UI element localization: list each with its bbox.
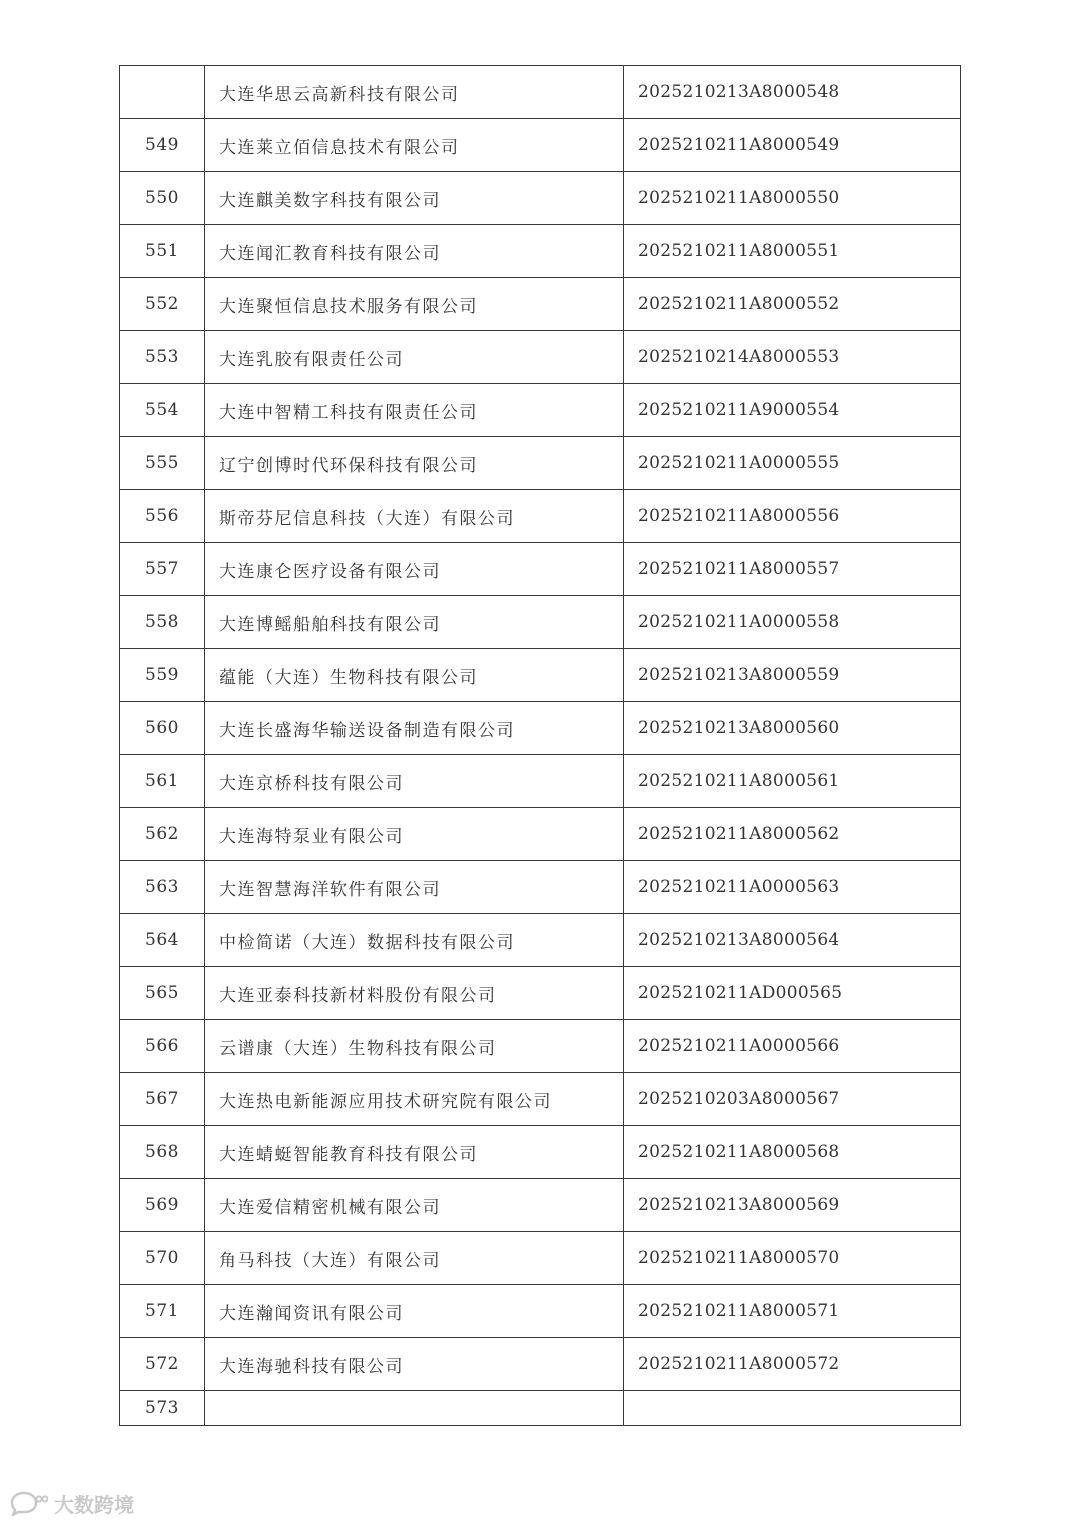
row-number-cell: 571 bbox=[120, 1285, 205, 1338]
company-name-cell: 云谱康（大连）生物科技有限公司 bbox=[205, 1020, 624, 1073]
table-body bbox=[120, 66, 961, 1426]
row-number-cell: 553 bbox=[120, 331, 205, 384]
row-number-cell: 569 bbox=[120, 1179, 205, 1232]
registration-code-cell: 2025210211A0000555 bbox=[624, 437, 961, 490]
row-number-cell: 565 bbox=[120, 967, 205, 1020]
company-name-cell: 大连乳胶有限责任公司 bbox=[205, 331, 624, 384]
table-row bbox=[120, 543, 961, 596]
row-number-cell: 562 bbox=[120, 808, 205, 861]
company-name-cell: 大连莱立佰信息技术有限公司 bbox=[205, 119, 624, 172]
row-number-cell: 554 bbox=[120, 384, 205, 437]
registration-code-cell: 2025210211A8000550 bbox=[624, 172, 961, 225]
company-name-cell: 大连爱信精密机械有限公司 bbox=[205, 1179, 624, 1232]
registration-code-cell: 2025210211A0000566 bbox=[624, 1020, 961, 1073]
table-row bbox=[120, 172, 961, 225]
row-number-cell: 561 bbox=[120, 755, 205, 808]
row-number-cell: 550 bbox=[120, 172, 205, 225]
table-row bbox=[120, 1179, 961, 1232]
registration-code-cell: 2025210211A8000571 bbox=[624, 1285, 961, 1338]
table-row bbox=[120, 1285, 961, 1338]
table-row bbox=[120, 1126, 961, 1179]
table-row bbox=[120, 490, 961, 543]
row-number-cell: 573 bbox=[120, 1391, 205, 1426]
registration-code-cell: 2025210211A8000551 bbox=[624, 225, 961, 278]
registration-code-cell: 2025210213A8000560 bbox=[624, 702, 961, 755]
row-number-cell: 552 bbox=[120, 278, 205, 331]
table-row bbox=[120, 225, 961, 278]
company-name-cell: 角马科技（大连）有限公司 bbox=[205, 1232, 624, 1285]
company-name-cell: 大连热电新能源应用技术研究院有限公司 bbox=[205, 1073, 624, 1126]
registration-code-cell: 2025210213A8000559 bbox=[624, 649, 961, 702]
table-row bbox=[120, 914, 961, 967]
company-name-cell: 辽宁创博时代环保科技有限公司 bbox=[205, 437, 624, 490]
row-number-cell: 568 bbox=[120, 1126, 205, 1179]
row-number-cell bbox=[120, 66, 205, 119]
registration-code-cell: 2025210211A8000556 bbox=[624, 490, 961, 543]
table-row bbox=[120, 331, 961, 384]
company-name-cell: 斯帝芬尼信息科技（大连）有限公司 bbox=[205, 490, 624, 543]
table-row bbox=[120, 702, 961, 755]
table-row bbox=[120, 967, 961, 1020]
registration-code-cell: 2025210211A8000552 bbox=[624, 278, 961, 331]
registration-code-cell: 2025210211A8000561 bbox=[624, 755, 961, 808]
row-number-cell: 560 bbox=[120, 702, 205, 755]
registration-code-cell: 2025210211A0000563 bbox=[624, 861, 961, 914]
company-name-cell: 大连蜻蜓智能教育科技有限公司 bbox=[205, 1126, 624, 1179]
registration-code-cell: 2025210203A8000567 bbox=[624, 1073, 961, 1126]
registration-code-cell: 2025210211A8000562 bbox=[624, 808, 961, 861]
table-row bbox=[120, 384, 961, 437]
registration-code-cell: 2025210211A8000568 bbox=[624, 1126, 961, 1179]
company-name-cell: 大连亚泰科技新材料股份有限公司 bbox=[205, 967, 624, 1020]
table-row bbox=[120, 808, 961, 861]
company-name-cell: 大连海特泵业有限公司 bbox=[205, 808, 624, 861]
table-row bbox=[120, 1073, 961, 1126]
company-name-cell: 大连聚恒信息技术服务有限公司 bbox=[205, 278, 624, 331]
table-row bbox=[120, 596, 961, 649]
company-name-cell: 大连京桥科技有限公司 bbox=[205, 755, 624, 808]
company-name-cell bbox=[205, 1391, 624, 1426]
watermark bbox=[8, 1488, 134, 1518]
table-row bbox=[120, 861, 961, 914]
row-number-cell: 555 bbox=[120, 437, 205, 490]
table-row bbox=[120, 1338, 961, 1391]
row-number-cell: 572 bbox=[120, 1338, 205, 1391]
table-row bbox=[120, 437, 961, 490]
row-number-cell: 563 bbox=[120, 861, 205, 914]
company-name-cell: 大连博鳐船舶科技有限公司 bbox=[205, 596, 624, 649]
table-row bbox=[120, 1020, 961, 1073]
watermark-text: 大数跨境 bbox=[54, 1492, 134, 1517]
registration-code-cell: 2025210214A8000553 bbox=[624, 331, 961, 384]
chat-bubble-logo-icon bbox=[8, 1490, 48, 1516]
company-name-cell: 大连闻汇教育科技有限公司 bbox=[205, 225, 624, 278]
registration-code-cell: 2025210211A8000572 bbox=[624, 1338, 961, 1391]
registration-code-cell: 2025210211AD000565 bbox=[624, 967, 961, 1020]
registration-code-cell: 2025210211A0000558 bbox=[624, 596, 961, 649]
registration-code-cell: 2025210211A8000549 bbox=[624, 119, 961, 172]
table-row bbox=[120, 755, 961, 808]
row-number-cell: 559 bbox=[120, 649, 205, 702]
registration-code-cell: 2025210213A8000548 bbox=[624, 66, 961, 119]
table-row bbox=[120, 649, 961, 702]
registration-code-cell bbox=[624, 1391, 961, 1426]
company-name-cell: 蕴能（大连）生物科技有限公司 bbox=[205, 649, 624, 702]
row-number-cell: 570 bbox=[120, 1232, 205, 1285]
company-name-cell: 大连中智精工科技有限责任公司 bbox=[205, 384, 624, 437]
table-row bbox=[120, 1391, 961, 1426]
company-name-cell: 中检简诺（大连）数据科技有限公司 bbox=[205, 914, 624, 967]
registration-code-cell: 2025210213A8000569 bbox=[624, 1179, 961, 1232]
company-name-cell: 大连海驰科技有限公司 bbox=[205, 1338, 624, 1391]
company-list-table bbox=[119, 65, 961, 1426]
row-number-cell: 558 bbox=[120, 596, 205, 649]
row-number-cell: 567 bbox=[120, 1073, 205, 1126]
row-number-cell: 564 bbox=[120, 914, 205, 967]
table-row bbox=[120, 119, 961, 172]
company-name-cell: 大连瀚闻资讯有限公司 bbox=[205, 1285, 624, 1338]
company-name-cell: 大连智慧海洋软件有限公司 bbox=[205, 861, 624, 914]
row-number-cell: 566 bbox=[120, 1020, 205, 1073]
table-row bbox=[120, 66, 961, 119]
row-number-cell: 549 bbox=[120, 119, 205, 172]
company-name-cell: 大连华思云高新科技有限公司 bbox=[205, 66, 624, 119]
row-number-cell: 557 bbox=[120, 543, 205, 596]
company-name-cell: 大连长盛海华输送设备制造有限公司 bbox=[205, 702, 624, 755]
row-number-cell: 551 bbox=[120, 225, 205, 278]
registration-code-cell: 2025210211A8000557 bbox=[624, 543, 961, 596]
registration-code-cell: 2025210213A8000564 bbox=[624, 914, 961, 967]
table-row bbox=[120, 1232, 961, 1285]
company-name-cell: 大连康仑医疗设备有限公司 bbox=[205, 543, 624, 596]
company-name-cell: 大连麒美数字科技有限公司 bbox=[205, 172, 624, 225]
registration-code-cell: 2025210211A8000570 bbox=[624, 1232, 961, 1285]
row-number-cell: 556 bbox=[120, 490, 205, 543]
registration-code-cell: 2025210211A9000554 bbox=[624, 384, 961, 437]
table-row bbox=[120, 278, 961, 331]
